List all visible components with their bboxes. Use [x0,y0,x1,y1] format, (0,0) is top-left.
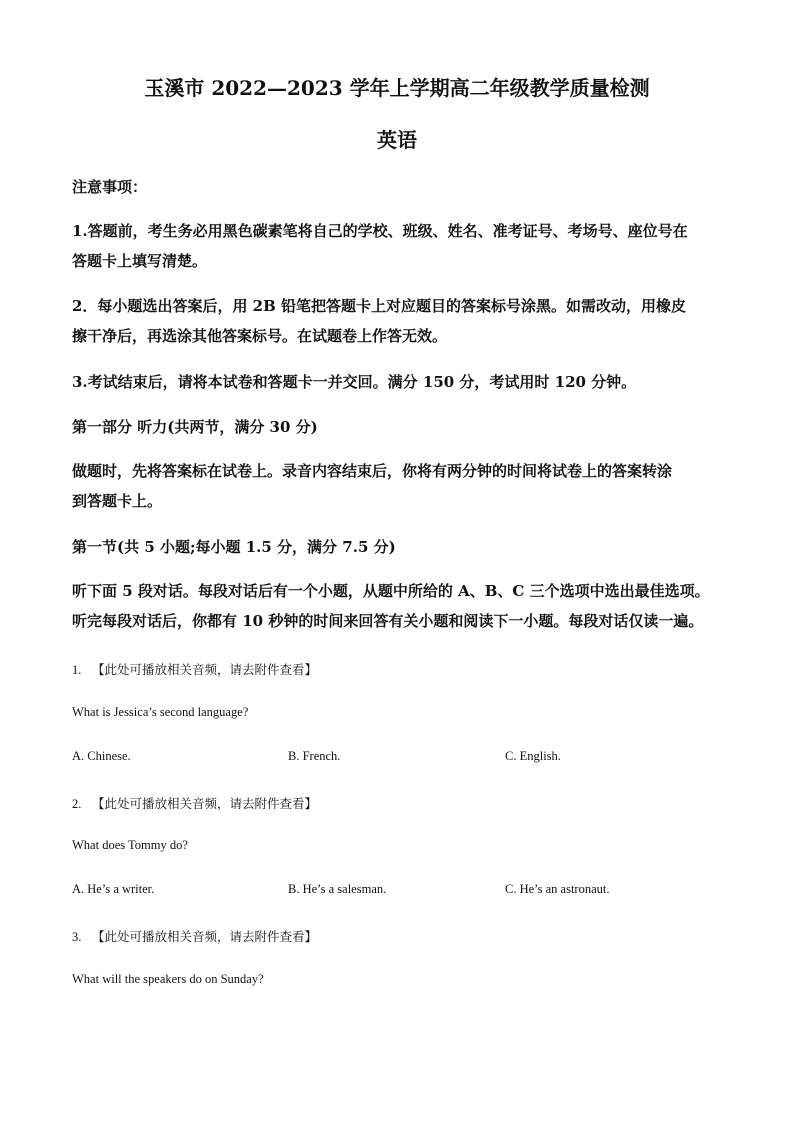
section1-heading-text: 第一节(共 5 小题;每小题 1.5 分，满分 7.5 分) [72,538,396,556]
notice-item-1-line-2: 答题卡上填写清楚。 [72,252,208,270]
question-3-audio [72,927,317,945]
part1-instr-line-1: 做题时，先将答案标在试卷上。录音内容结束后，你将有两分钟的时间将试卷上的答案转涂 [72,462,673,480]
question-2-audio-note: 【此处可播放相关音频，请去附件查看】 [92,797,318,811]
notice-item-2-line-2: 擦干净后，再选涂其他答案标号。在试题卷上作答无效。 [72,327,448,345]
part1-instr-line-2: 到答题卡上。 [72,492,163,510]
question-1-option-b: B. French. [288,749,341,763]
section1-instr-line-2: 听完每段对话后，你都有 10 秒钟的时间来回答有关小题和阅读下一小题。每段对话仅读一遍。 [72,612,704,630]
notice-item-2 [72,291,732,351]
question-1-option-c: C. English. [505,749,561,763]
question-3-text: What will the speakers do on Sunday? [72,972,264,986]
question-1-number: 1. [72,663,82,677]
notice-item-3-line: 3.考试结束后，请将本试卷和答题卡一并交回。满分 150 分，考试用时 120 分钟。 [72,373,637,391]
section1-instructions [72,576,732,636]
question-1-audio-note: 【此处可播放相关音频，请去附件查看】 [92,663,318,677]
notice-item-2-line-1: 2．每小题选出答案后，用 2B 铅笔把答题卡上对应题目的答案标号涂黑。如需改动，用橡皮 [72,297,687,315]
question-1-option-a: A. Chinese. [72,749,131,763]
notice-item-1-line-1: 1.答题前，考生务必用黑色碳素笔将自己的学校、班级、姓名、准考证号、考场号、座位号在 [72,222,688,240]
question-2-option-a: A. He’s a writer. [72,882,155,896]
subject-title: 英语 [377,128,417,152]
notice-heading: 注意事项： [72,178,148,196]
question-3-audio-note: 【此处可播放相关音频，请去附件查看】 [92,930,318,944]
question-2-audio [72,794,317,812]
exam-title: 玉溪市 2022—2023 学年上学期高二年级教学质量检测 [144,76,650,100]
question-2-number: 2. [72,797,82,811]
question-3-number: 3. [72,930,82,944]
part1-heading-text: 第一部分 听力(共两节，满分 30 分) [72,418,318,436]
question-2-text: What does Tommy do? [72,838,188,852]
question-2-option-b: B. He’s a salesman. [288,882,387,896]
section1-instr-line-1: 听下面 5 段对话。每段对话后有一个小题，从题中所给的 A、B、C 三个选项中选出最佳选项。 [72,582,710,600]
section1-heading [72,532,732,562]
notice-item-3 [72,367,732,397]
notice-item-1 [72,216,732,276]
part1-heading [72,412,732,442]
question-2-option-c: C. He’s an astronaut. [505,882,610,896]
question-1-text: What is Jessica’s second language? [72,705,249,719]
part1-instructions [72,456,732,516]
question-1-audio [72,660,317,678]
